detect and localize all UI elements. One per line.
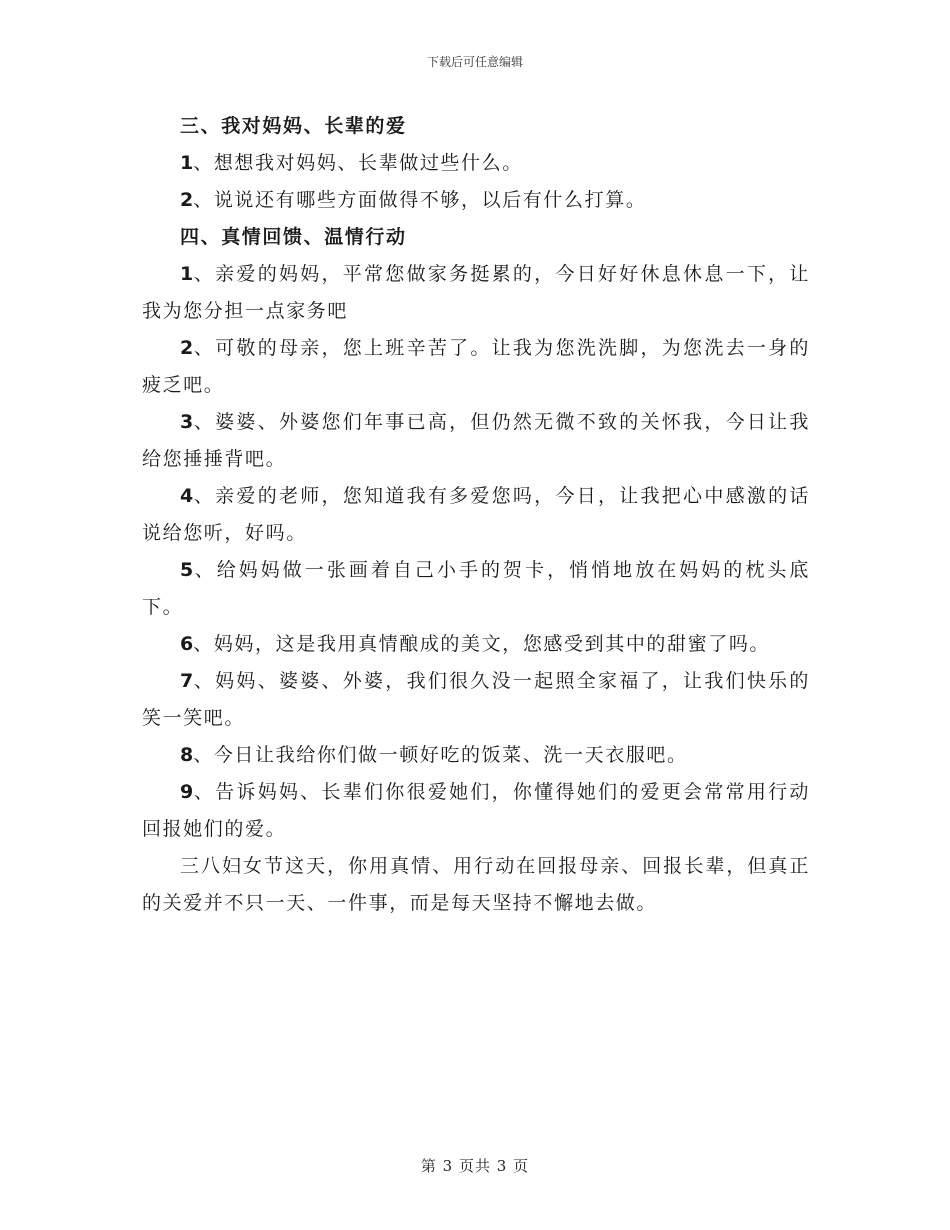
item-number: 2 [180,189,194,211]
item-number: 8 [180,744,194,766]
item-number: 4 [180,485,194,507]
item-number: 1 [180,263,194,285]
document-body [142,108,810,922]
item-text: 、给妈妈做一张画着自己小手的贺卡，悄悄地放在妈妈的枕头底下。 [142,559,810,618]
item-number: 6 [180,633,194,655]
list-item [142,478,810,552]
closing-paragraph: 三八妇女节这天，你用真情、用行动在回报母亲、回报长辈，但真正的关爱并不只一天、一件事，而是每天坚持不懈地去做。 [142,855,810,914]
list-item [142,626,810,663]
list-item [142,663,810,737]
list-item [142,182,810,219]
item-text: 、亲爱的妈妈，平常您做家务挺累的，今日好好休息休息一下，让我为您分担一点家务吧 [142,263,810,322]
list-item [142,145,810,182]
item-text: 、妈妈，这是我用真情酿成的美文，您感受到其中的甜蜜了吗。 [193,633,771,655]
item-number: 7 [180,670,194,692]
list-item [142,737,810,774]
item-text: 、婆婆、外婆您们年事已高，但仍然无微不致的关怀我，今日让我给您捶捶背吧。 [142,411,810,470]
list-item [142,256,810,330]
item-number: 9 [180,781,194,803]
section-heading-4: 四、真情回馈、温情行动 [180,226,407,248]
item-number: 1 [180,152,194,174]
item-text: 、亲爱的老师，您知道我有多爱您吗，今日，让我把心中感激的话说给您听，好吗。 [142,485,810,544]
section-heading-3: 三、我对妈妈、长辈的爱 [180,115,407,137]
list-item [142,404,810,478]
item-number: 2 [180,337,194,359]
item-text: 、可敬的母亲，您上班辛苦了。让我为您洗洗脚，为您洗去一身的疲乏吧。 [142,337,810,396]
item-text: 、告诉妈妈、长辈们你很爱她们，你懂得她们的爱更会常常用行动回报她们的爱。 [142,781,810,840]
item-text: 、妈妈、婆婆、外婆，我们很久没一起照全家福了，让我们快乐的笑一笑吧。 [142,670,810,729]
item-number: 5 [180,559,194,581]
item-text: 、想想我对妈妈、长辈做过些什么。 [193,152,523,174]
list-item [142,330,810,404]
page-footer: 第 3 页共 3 页 [420,1157,530,1175]
item-text: 、今日让我给你们做一顿好吃的饭菜、洗一天衣服吧。 [193,744,688,766]
running-header: 下载后可任意编辑 [426,55,523,69]
list-item [142,552,810,626]
item-text: 、说说还有哪些方面做得不够，以后有什么打算。 [193,189,647,211]
list-item [142,774,810,848]
item-number: 3 [180,411,194,433]
